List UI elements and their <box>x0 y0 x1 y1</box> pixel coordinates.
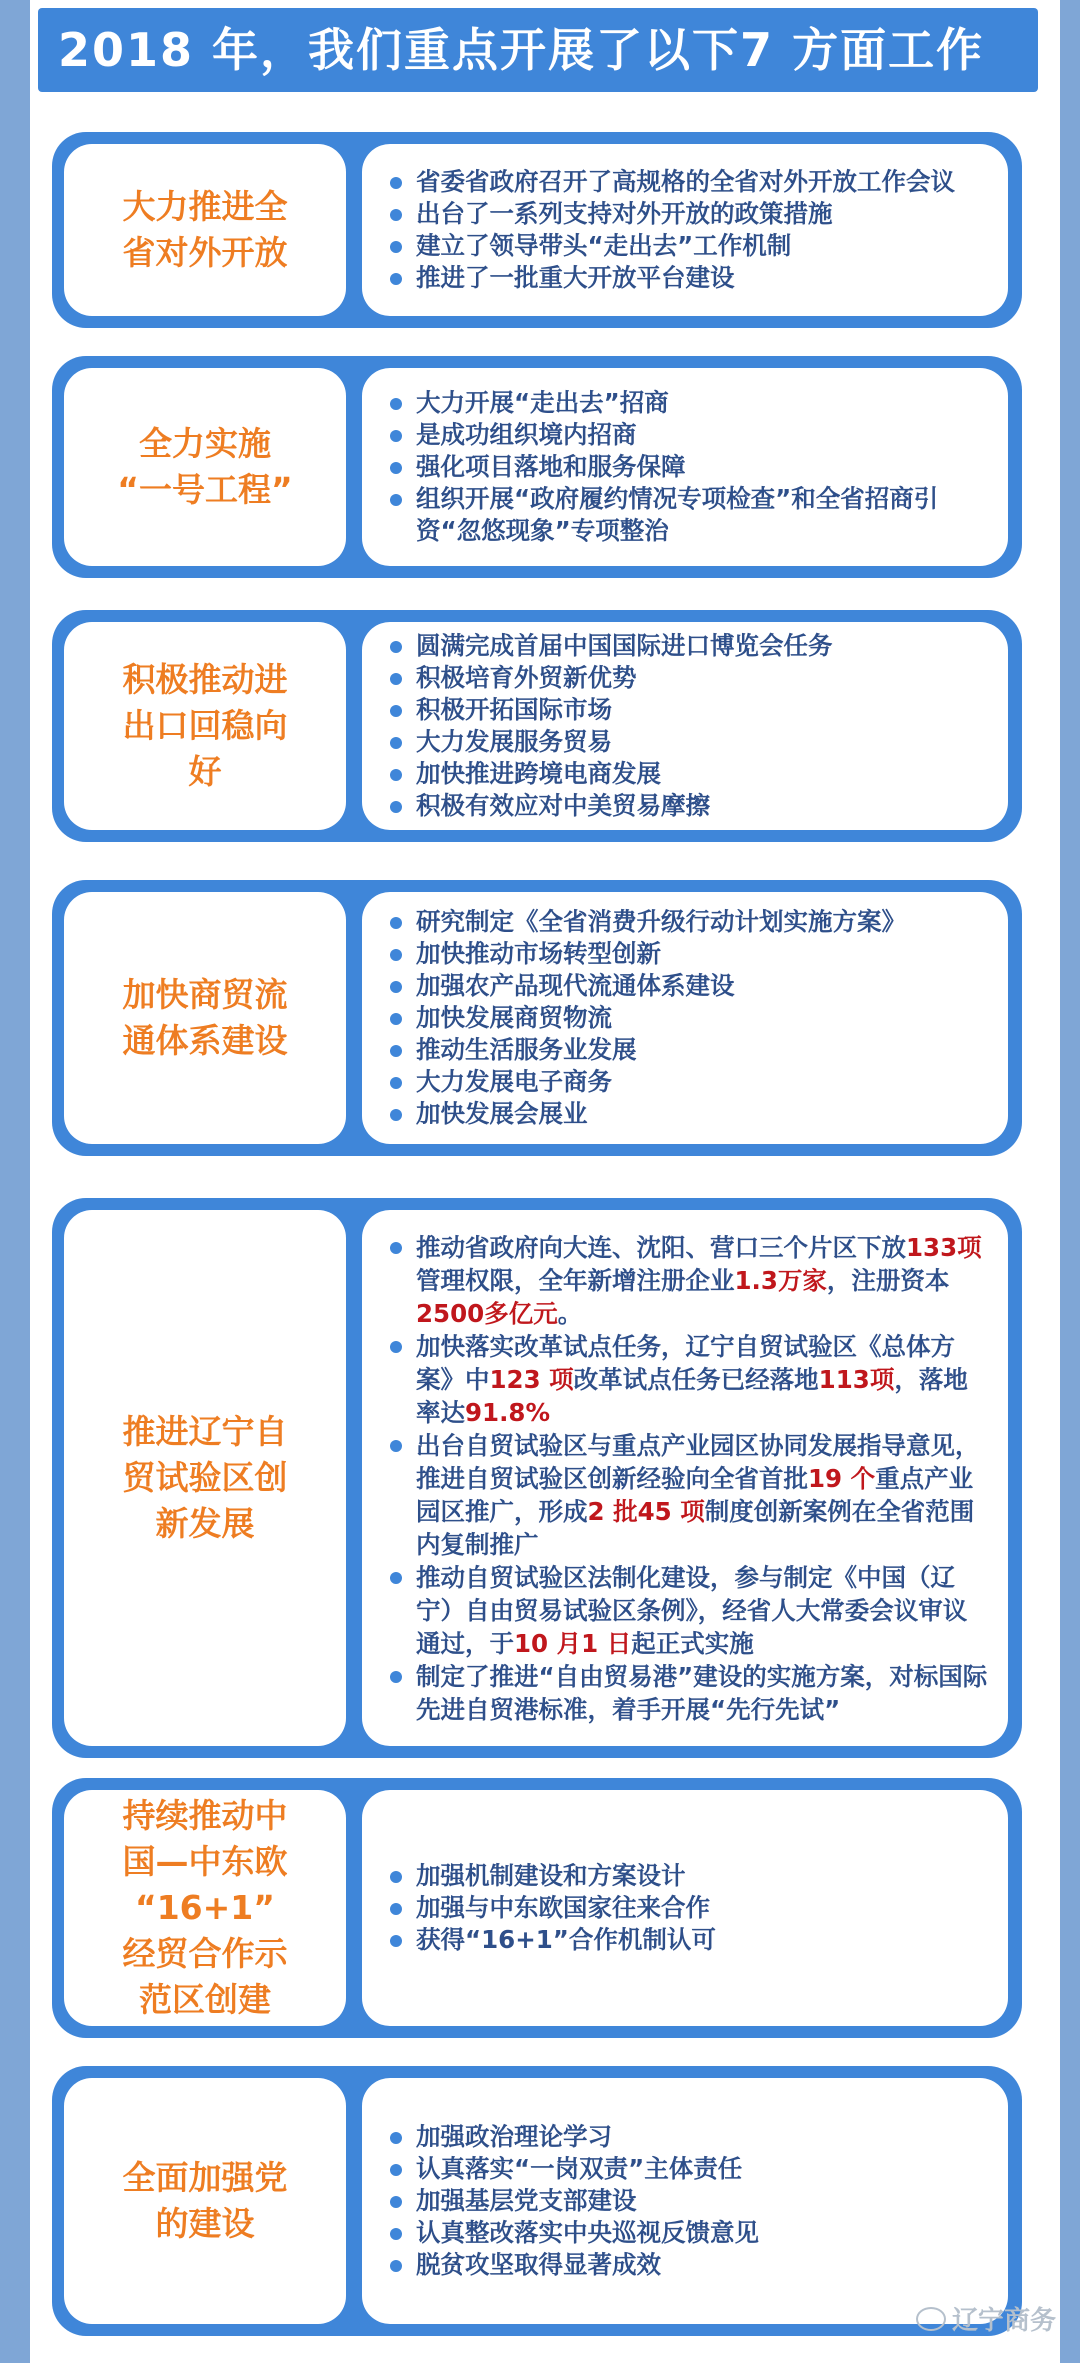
bullet-item <box>390 451 990 483</box>
item-text: 加强与中东欧国家往来合作 <box>416 1893 710 1922</box>
bullet-dot-icon <box>390 494 402 506</box>
bullet-dot-icon <box>390 2164 402 2176</box>
item-text: 重点产业园区推广，形成 <box>416 1463 974 1526</box>
item-text: 管理权限，全年新增注册企业 <box>416 1265 735 1295</box>
bullet-item <box>390 938 990 970</box>
section-label: 持续推动中 国—中东欧 “16+1” 经贸合作示 范区创建 <box>122 1796 288 2019</box>
bullet-dot-icon <box>390 1572 402 1584</box>
bullet-dot-icon <box>390 641 402 653</box>
bullet-dot-icon <box>390 705 402 717</box>
highlight-figure: 10 月1 日 <box>514 1628 632 1658</box>
item-text: 圆满完成首届中国国际进口博览会任务 <box>416 631 833 660</box>
item-text: 大力发展电子商务 <box>416 1067 612 1096</box>
item-text: 加强政治理论学习 <box>416 2122 612 2151</box>
item-text: 加强农产品现代流通体系建设 <box>416 971 735 1000</box>
bullet-item <box>390 1098 990 1130</box>
bullet-dot-icon <box>390 430 402 442</box>
item-text: 是成功组织境内招商 <box>416 420 637 449</box>
bullet-dot-icon <box>390 209 402 221</box>
bullet-item <box>390 1066 990 1098</box>
item-text: ，注册资本 <box>826 1265 950 1295</box>
section-content <box>362 622 1008 830</box>
bullet-item <box>390 2217 990 2249</box>
item-text: 积极有效应对中美贸易摩擦 <box>416 791 710 820</box>
highlight-figure: 1.3万家 <box>734 1265 827 1295</box>
item-text: 起正式实施 <box>631 1628 754 1658</box>
bullet-item <box>390 1002 990 1034</box>
bullet-item <box>390 1924 990 1956</box>
bullet-dot-icon <box>390 177 402 189</box>
item-text: 。 <box>557 1298 583 1328</box>
item-text: 积极培育外贸新优势 <box>416 663 637 692</box>
section-content <box>362 892 1008 1144</box>
section-card <box>52 1198 1022 1758</box>
section-label-box <box>64 144 346 316</box>
bullet-item <box>390 198 990 230</box>
section-card <box>52 356 1022 578</box>
item-text: 推动自贸试验区法制化建设，参与制定《中国（辽宁）自由贸易试验区条例》，经省人大常委会议审议通过，于 <box>416 1562 968 1658</box>
bullet-dot-icon <box>390 949 402 961</box>
bullet-dot-icon <box>390 1109 402 1121</box>
bullet-dot-icon <box>390 462 402 474</box>
bullet-dot-icon <box>390 1242 402 1254</box>
bullet-dot-icon <box>390 917 402 929</box>
item-text: 加强机制建设和方案设计 <box>416 1861 686 1890</box>
highlight-figure: 2 批45 项 <box>587 1496 705 1526</box>
bullet-item <box>390 483 990 547</box>
item-text: 加快推动市场转型创新 <box>416 939 661 968</box>
bullet-item <box>390 387 990 419</box>
bullet-item <box>390 1330 990 1429</box>
highlight-figure: 2500多亿元 <box>416 1298 558 1328</box>
bullet-dot-icon <box>390 2196 402 2208</box>
section-card <box>52 880 1022 1156</box>
item-text: 出台了一系列支持对外开放的政策措施 <box>416 199 833 228</box>
section-label: 积极推动进 出口回稳向 好 <box>122 660 288 791</box>
bullet-item <box>390 1429 990 1561</box>
section-content <box>362 1210 1008 1746</box>
highlight-figure: 91.8% <box>465 1397 550 1427</box>
bullet-item <box>390 726 990 758</box>
bullet-item <box>390 662 990 694</box>
bullet-dot-icon <box>390 1341 402 1353</box>
bullet-dot-icon <box>390 769 402 781</box>
item-text: 认真整改落实中央巡视反馈意见 <box>416 2218 759 2247</box>
watermark <box>916 2300 1056 2337</box>
section-content <box>362 1790 1008 2026</box>
item-text: 积极开拓国际市场 <box>416 695 612 724</box>
bullet-dot-icon <box>390 1013 402 1025</box>
bullet-dot-icon <box>390 737 402 749</box>
item-text: 加强基层党支部建设 <box>416 2186 637 2215</box>
bullet-item <box>390 970 990 1002</box>
bullet-item <box>390 419 990 451</box>
section-label-box <box>64 2078 346 2324</box>
item-text: 建立了领导带头“走出去”工作机制 <box>416 231 792 260</box>
bullet-dot-icon <box>390 1077 402 1089</box>
bullet-dot-icon <box>390 2228 402 2240</box>
item-text: 省委省政府召开了高规格的全省对外开放工作会议 <box>416 167 955 196</box>
item-text: ，落地率达 <box>416 1364 968 1427</box>
item-text: 出台自贸试验区与重点产业园区协同发展指导意见，推进自贸试验区创新经验向全省首批 <box>416 1430 980 1493</box>
bullet-item <box>390 230 990 262</box>
item-text: 制定了推进“自由贸易港”建设的实施方案，对标国际先进自贸港标准，着手开展“先行先试” <box>416 1661 988 1724</box>
bullet-item <box>390 2153 990 2185</box>
section-label: 大力推进全 省对外开放 <box>122 187 288 272</box>
bullet-dot-icon <box>390 241 402 253</box>
item-text: 制度创新案例在全省范围内复制推广 <box>416 1496 975 1559</box>
bullet-dot-icon <box>390 398 402 410</box>
section-label: 全力实施 “一号工程” <box>117 424 293 509</box>
bullet-item <box>390 1561 990 1660</box>
section-card <box>52 2066 1022 2336</box>
bullet-item <box>390 1892 990 1924</box>
bullet-dot-icon <box>390 1871 402 1883</box>
highlight-figure: 19 个 <box>808 1463 876 1493</box>
bullet-item <box>390 694 990 726</box>
bullet-dot-icon <box>390 2132 402 2144</box>
section-card <box>52 610 1022 842</box>
item-text: 推动生活服务业发展 <box>416 1035 637 1064</box>
section-content <box>362 368 1008 566</box>
bullet-item <box>390 2185 990 2217</box>
bullet-dot-icon <box>390 1903 402 1915</box>
item-text: 获得“16+1”合作机制认可 <box>416 1925 716 1954</box>
bullet-item <box>390 166 990 198</box>
bullet-dot-icon <box>390 981 402 993</box>
item-text: 改革试点任务已经落地 <box>573 1364 819 1394</box>
section-label: 加快商贸流 通体系建设 <box>122 975 288 1060</box>
bullet-item <box>390 906 990 938</box>
bullet-dot-icon <box>390 1440 402 1452</box>
item-text: 加快推进跨境电商发展 <box>416 759 661 788</box>
bullet-item <box>390 262 990 294</box>
section-label-box <box>64 1790 346 2026</box>
section-label-box <box>64 1210 346 1746</box>
bullet-dot-icon <box>390 273 402 285</box>
section-label-box <box>64 368 346 566</box>
item-text: 研究制定《全省消费升级行动计划实施方案》 <box>416 907 906 936</box>
item-text: 加快发展会展业 <box>416 1099 588 1128</box>
bullet-dot-icon <box>390 801 402 813</box>
section-content <box>362 144 1008 316</box>
bullet-dot-icon <box>390 673 402 685</box>
bullet-item <box>390 2121 990 2153</box>
bullet-item <box>390 790 990 822</box>
item-text: 脱贫攻坚取得显著成效 <box>416 2250 661 2279</box>
bullet-dot-icon <box>390 1935 402 1947</box>
item-text: 推进了一批重大开放平台建设 <box>416 263 735 292</box>
section-content <box>362 2078 1008 2324</box>
bullet-item <box>390 2249 990 2281</box>
item-text: 加快落实改革试点任务，辽宁自贸试验区《总体方案》中 <box>416 1331 955 1394</box>
bullet-item <box>390 1231 990 1330</box>
bullet-item <box>390 630 990 662</box>
item-text: 推动省政府向大连、沈阳、营口三个片区下放 <box>416 1232 906 1262</box>
item-text: 组织开展“政府履约情况专项检查”和全省招商引资“忽悠现象”专项整治 <box>416 484 939 545</box>
item-text: 加快发展商贸物流 <box>416 1003 612 1032</box>
highlight-figure: 133项 <box>906 1232 982 1262</box>
bullet-dot-icon <box>390 1045 402 1057</box>
item-text: 大力开展“走出去”招商 <box>416 388 669 417</box>
section-label: 全面加强党 的建设 <box>122 2158 288 2243</box>
wechat-icon <box>916 2307 946 2331</box>
section-label-box <box>64 892 346 1144</box>
section-label: 推进辽宁自 贸试验区创 新发展 <box>122 1412 288 1543</box>
item-text: 大力发展服务贸易 <box>416 727 612 756</box>
section-card <box>52 1778 1022 2038</box>
highlight-figure: 123 项 <box>489 1364 574 1394</box>
bullet-item <box>390 758 990 790</box>
bullet-item <box>390 1034 990 1066</box>
bullet-dot-icon <box>390 2260 402 2272</box>
bullet-dot-icon <box>390 1671 402 1683</box>
item-text: 强化项目落地和服务保障 <box>416 452 686 481</box>
page-title: 2018 年，我们重点开展了以下7 方面工作 <box>38 8 1038 92</box>
watermark-text: 辽宁商务 <box>951 2306 1056 2336</box>
section-card <box>52 132 1022 328</box>
section-label-box <box>64 622 346 830</box>
bullet-item <box>390 1860 990 1892</box>
item-text: 认真落实“一岗双责”主体责任 <box>416 2154 743 2183</box>
highlight-figure: 113项 <box>818 1364 895 1394</box>
bullet-item <box>390 1660 990 1726</box>
